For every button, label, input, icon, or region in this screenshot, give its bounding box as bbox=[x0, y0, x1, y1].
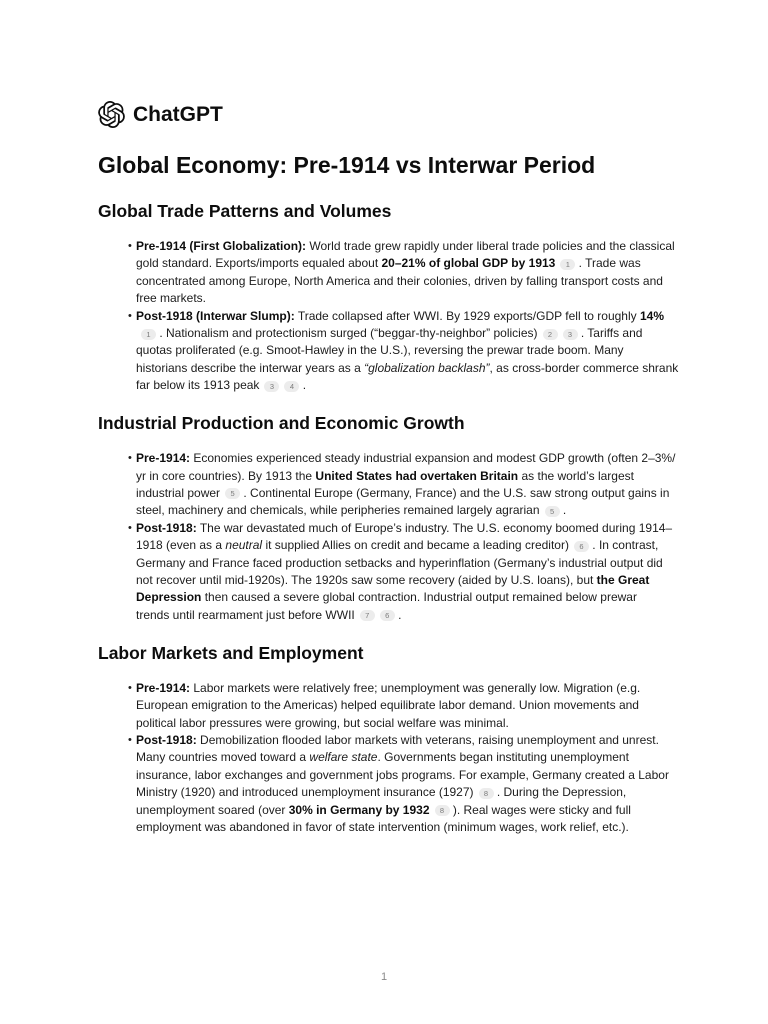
bullet-list bbox=[98, 238, 688, 395]
bold-text: Pre-1914: bbox=[136, 451, 191, 466]
text-line bbox=[136, 732, 688, 749]
text-line bbox=[136, 520, 688, 537]
body-text: far below its 1913 peak bbox=[136, 378, 260, 393]
brand-header bbox=[98, 100, 223, 129]
bullet-item bbox=[136, 520, 688, 624]
bullet-item bbox=[136, 308, 688, 395]
body-text: Many countries moved toward a bbox=[136, 750, 310, 765]
citation-badge[interactable]: 7 bbox=[360, 610, 375, 621]
brand-wordmark: ChatGPT bbox=[133, 103, 223, 126]
text-line bbox=[136, 485, 688, 502]
section-industrial-production bbox=[98, 411, 688, 624]
text-line bbox=[136, 273, 688, 290]
bold-text: 20–21% of global GDP by 1913 bbox=[381, 256, 556, 271]
bold-text: Post-1918: bbox=[136, 732, 197, 747]
text-line bbox=[136, 555, 688, 572]
text-line bbox=[136, 325, 688, 342]
body-text: it supplied Allies on credit and became a leading creditor) bbox=[262, 538, 569, 553]
body-text: then caused a severe global contraction. Industrial output remained below prewar bbox=[201, 590, 637, 605]
body-text: yr in core countries). By 1913 the bbox=[136, 468, 316, 483]
citation-badge[interactable]: 3 bbox=[264, 381, 279, 392]
section-global-trade bbox=[98, 199, 688, 395]
bold-text: Pre-1914: bbox=[136, 680, 191, 695]
bold-text: 14% bbox=[639, 308, 665, 323]
body-text: ). Real wages were sticky and full bbox=[449, 802, 631, 817]
body-text: European emigration to the Americas) helped equilibrate labor demand. Union movements and bbox=[136, 698, 639, 713]
citation-badge[interactable]: 1 bbox=[560, 259, 575, 270]
italic-text: neutral bbox=[225, 538, 263, 553]
body-text: Ministry (1920) and introduced unemployment insurance (1927) bbox=[136, 785, 474, 800]
text-line bbox=[136, 749, 688, 766]
body-text: employment was abandoned in favor of state intervention (minimum wages, work relief, etc.). bbox=[136, 819, 629, 834]
text-line bbox=[136, 802, 688, 819]
body-text: . During the Depression, bbox=[493, 785, 627, 800]
body-text: . bbox=[394, 607, 402, 622]
body-text: . Continental Europe (Germany, France) and the U.S. saw strong output gains in bbox=[240, 485, 670, 500]
bullet-item bbox=[136, 450, 688, 520]
text-line bbox=[136, 468, 688, 485]
bold-text: Depression bbox=[136, 590, 202, 605]
text-line bbox=[136, 784, 688, 801]
document-body bbox=[98, 150, 688, 836]
body-text: . bbox=[559, 503, 567, 518]
citation-badge[interactable]: 8 bbox=[435, 805, 450, 816]
citation-badge[interactable]: 3 bbox=[563, 329, 578, 340]
body-text: , as cross-border commerce shrank bbox=[489, 360, 679, 375]
body-text: Labor markets were relatively free; unemployment was generally low. Migration (e.g. bbox=[190, 680, 641, 695]
citation-badge[interactable]: 5 bbox=[545, 506, 560, 517]
body-text: Trade collapsed after WWI. By 1929 exports/GDP fell to roughly bbox=[294, 308, 640, 323]
body-text: gold standard. Exports/imports equaled about bbox=[136, 256, 382, 271]
openai-logo-icon bbox=[98, 101, 125, 128]
page-title: Global Economy: Pre-1914 vs Interwar Period bbox=[98, 152, 596, 178]
bullet-list bbox=[98, 680, 688, 837]
body-text: . bbox=[299, 378, 307, 393]
body-text: Germany and France faced production setbacks and hyperinflation (Germany’s industrial output did bbox=[136, 555, 663, 570]
body-text: unemployment soared (over bbox=[136, 802, 289, 817]
citation-badge[interactable]: 6 bbox=[574, 541, 589, 552]
section-heading: Global Trade Patterns and Volumes bbox=[98, 201, 392, 221]
body-text: as the world’s largest bbox=[518, 468, 634, 483]
text-line bbox=[136, 589, 688, 606]
body-text: historians describe the interwar years as a bbox=[136, 360, 365, 375]
bullet-item bbox=[136, 680, 688, 732]
body-text: insurance, labor exchanges and government jobs programs. For example, Germany created a Labor bbox=[136, 767, 669, 782]
text-line bbox=[136, 450, 688, 467]
bold-text: Pre-1914 (First Globalization): bbox=[136, 239, 307, 253]
body-text: trends until rearmament just before WWII bbox=[136, 607, 355, 622]
body-text: not recover until mid-1920s). The 1920s saw some recovery (aided by U.S. loans), but bbox=[136, 573, 597, 587]
text-line bbox=[136, 680, 688, 697]
section-heading: Labor Markets and Employment bbox=[98, 642, 364, 663]
bold-text: Post-1918 (Interwar Slump): bbox=[136, 308, 295, 323]
text-line bbox=[136, 255, 688, 272]
text-line bbox=[136, 377, 688, 394]
bullet-list bbox=[98, 450, 688, 624]
italic-text: “globalization backlash” bbox=[364, 360, 490, 375]
citation-badge[interactable]: 5 bbox=[225, 488, 240, 499]
body-text: . Trade was bbox=[575, 256, 641, 271]
section-heading: Industrial Production and Economic Growth bbox=[98, 413, 465, 434]
text-line bbox=[136, 502, 688, 519]
body-text: Demobilization flooded labor markets with veterans, raising unemployment and unrest. bbox=[196, 732, 659, 747]
body-text: World trade grew rapidly under liberal trade policies and the classical bbox=[306, 239, 675, 253]
body-text: concentrated among Europe, North America and their colonies, driven by falling transport costs and bbox=[136, 273, 663, 288]
section-labor-markets bbox=[98, 641, 688, 837]
body-text: . Tariffs and bbox=[577, 326, 643, 341]
italic-text: welfare state bbox=[309, 750, 378, 765]
text-line bbox=[136, 572, 688, 589]
bold-text: 30% in Germany by 1932 bbox=[288, 802, 430, 817]
body-text: political labor pressures were growing, but social welfare was minimal. bbox=[136, 715, 509, 730]
body-text: . In contrast, bbox=[588, 538, 659, 553]
text-line bbox=[136, 607, 688, 624]
text-line bbox=[136, 819, 688, 836]
citation-badge[interactable]: 6 bbox=[380, 610, 395, 621]
citation-badge[interactable]: 2 bbox=[543, 329, 558, 340]
body-text: Economies experienced steady industrial expansion and modest GDP growth (often 2–3%/ bbox=[190, 451, 676, 466]
text-line bbox=[136, 715, 688, 732]
body-text: quotas proliferated (e.g. Smoot-Hawley in the U.S.), reversing the prewar trade boom. Many bbox=[136, 343, 624, 358]
text-line bbox=[136, 537, 688, 554]
text-line bbox=[136, 697, 688, 714]
text-line bbox=[136, 290, 688, 307]
bold-text: the Great bbox=[596, 573, 650, 587]
body-text: free markets. bbox=[136, 291, 207, 306]
body-text: . Governments began instituting unemployment bbox=[377, 750, 629, 765]
body-text: 1918 (even as a bbox=[136, 538, 226, 553]
page-number: 1 bbox=[380, 971, 388, 983]
text-line bbox=[136, 308, 688, 325]
body-text: steel, machinery and chemicals, while peripheries remained largely agrarian bbox=[136, 503, 540, 518]
bold-text: Post-1918: bbox=[136, 520, 197, 535]
body-text: . Nationalism and protectionism surged (“beggar-thy-neighbor” policies) bbox=[156, 326, 538, 341]
citation-badge[interactable]: 1 bbox=[141, 329, 156, 340]
body-text: The war devastated much of Europe’s industry. The U.S. economy boomed during 1914– bbox=[196, 520, 673, 535]
text-line bbox=[136, 360, 688, 377]
text-line bbox=[136, 342, 688, 359]
bullet-item bbox=[136, 732, 688, 836]
citation-badge[interactable]: 8 bbox=[479, 788, 494, 799]
body-text: industrial power bbox=[136, 485, 221, 500]
bullet-item bbox=[136, 238, 688, 308]
text-line bbox=[136, 767, 688, 784]
text-line bbox=[136, 238, 688, 255]
citation-badge[interactable]: 4 bbox=[284, 381, 299, 392]
bold-text: United States had overtaken Britain bbox=[315, 468, 519, 483]
